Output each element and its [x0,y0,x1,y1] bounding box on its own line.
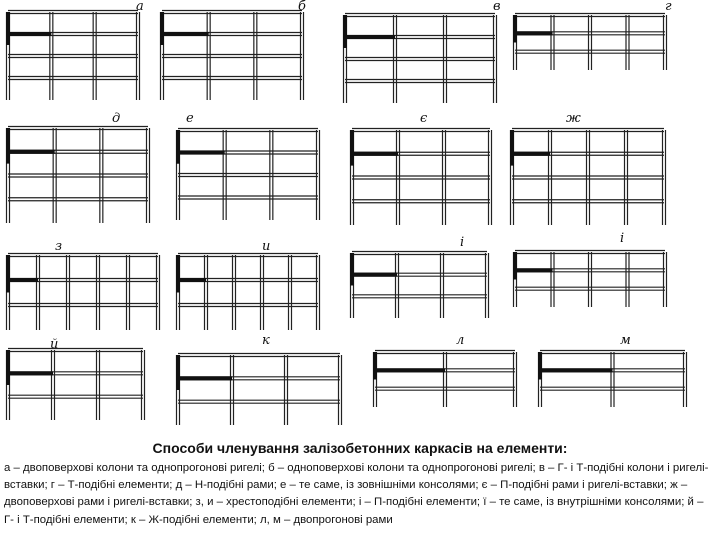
label-e: е [186,111,194,126]
frame-grids [7,11,687,426]
label-y: и [262,239,271,254]
label-zh: ж [566,111,581,126]
label-k: к [262,333,270,348]
label-m: м [620,333,631,348]
figure-caption: Способи членування залізобетонних каркасів на елементи: [152,440,568,456]
label-j: й [50,337,59,352]
label-yi: і [620,231,625,246]
label-z: з [55,239,63,254]
label-v: в [493,0,501,14]
label-i: і [460,235,465,250]
figure-legend: а – двоповерхові колони та однопрогонові ригелі; б – одноповерхові колони та однопрогонові ригелі; в – Г- і Т-подібні колони і ригелі-вставки; г – Т-подібні елементи; д – Н-подібні рами; е – те саме, із зовнішніми консолями; є – П-подібні рами і ригелі-вставки; ж – двоповерхові рами і ригелі-вставки; з, и – хрестоподібні елементи; і – П-подібні елементи; ї – те саме, із внутрішніми консолями; й – Г- і Т-подібні елементи; к – Ж-подібні елементи; л, м – двопрогонові рами [4,462,709,526]
label-a: а [136,0,144,14]
label-b: б [298,0,306,14]
label-ye: є [420,111,428,126]
label-g: г [665,0,672,14]
label-l: л [456,333,465,348]
label-d: д [112,111,121,126]
